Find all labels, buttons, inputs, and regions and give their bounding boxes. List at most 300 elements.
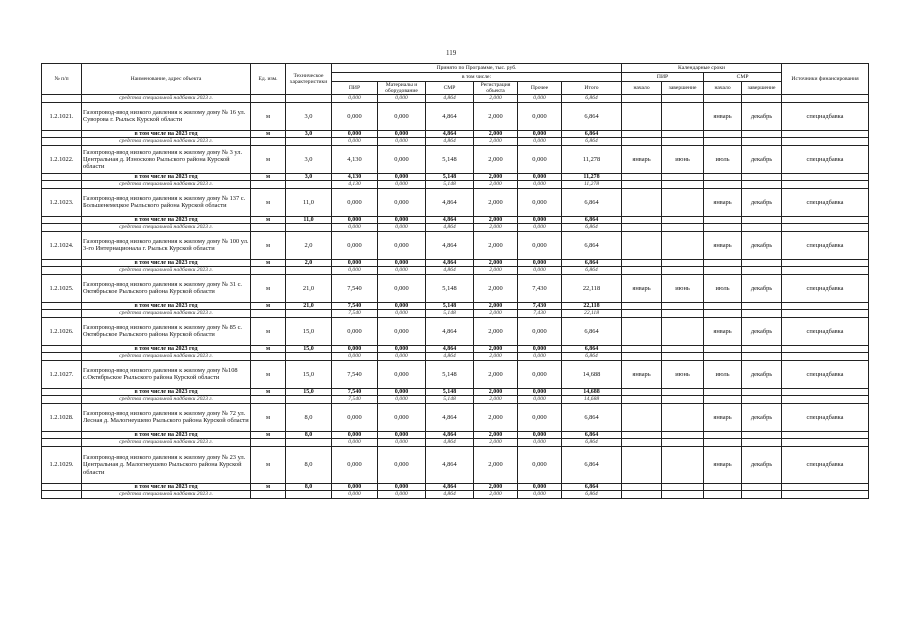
cell-pir: 7,540 [332, 396, 378, 404]
cell-smr: 4,864 [426, 231, 474, 259]
cell-other: 0,000 [518, 388, 562, 396]
cell-special-label: средства специальной надбавки 2023 г. [82, 267, 251, 275]
cell-smr: 4,864 [426, 345, 474, 353]
table-row-special [42, 353, 869, 361]
cell-smr: 4,864 [426, 353, 474, 361]
cell-empty [742, 216, 782, 224]
cell-smr: 5,148 [426, 396, 474, 404]
cell-number [42, 439, 82, 447]
cell-other: 0,000 [518, 181, 562, 189]
cell-other: 0,000 [518, 353, 562, 361]
cell-smr-end: декабрь [742, 102, 782, 130]
cell-pir-end: июнь [662, 360, 704, 388]
table-row-main [42, 102, 869, 130]
cell-object-name: Газопровод-ввод низкого давления к жилому дому № 23 ул. Центральная д. Малогнеушево Рыльского района Курской области [82, 446, 251, 483]
cell-number: 1.2.1024. [42, 231, 82, 259]
cell-special-label: средства специальной надбавки 2023 г. [82, 181, 251, 189]
header-pir: ПИР [332, 82, 378, 95]
cell-empty [742, 302, 782, 310]
cell-empty [782, 310, 869, 318]
cell-number: 1.2.1023. [42, 188, 82, 216]
cell-smr-end: декабрь [742, 446, 782, 483]
cell-pir: 7,540 [332, 274, 378, 302]
cell-smr: 4,864 [426, 138, 474, 146]
cell-mat: 0,000 [378, 483, 426, 491]
cell-empty [622, 181, 662, 189]
cell-empty [662, 130, 704, 138]
cell-tech [286, 138, 332, 146]
cell-empty [742, 396, 782, 404]
table-row-special [42, 224, 869, 232]
cell-empty [662, 353, 704, 361]
cell-reg: 2,000 [474, 259, 518, 267]
cell-unit [251, 95, 286, 103]
cell-empty [662, 310, 704, 318]
cell-source: спецнадбавка [782, 360, 869, 388]
cell-unit [251, 491, 286, 499]
cell-reg: 2,000 [474, 491, 518, 499]
cell-smr-start: январь [704, 231, 742, 259]
cell-total: 14,688 [562, 396, 622, 404]
cell-empty [782, 138, 869, 146]
cell-mat: 0,000 [378, 224, 426, 232]
cell-smr: 4,864 [426, 224, 474, 232]
cell-smr: 4,864 [426, 259, 474, 267]
table-row-special [42, 138, 869, 146]
cell-smr-start: июль [704, 145, 742, 173]
cell-empty [622, 483, 662, 491]
cell-other: 0,000 [518, 130, 562, 138]
cell-smr: 5,148 [426, 145, 474, 173]
cell-mat: 0,000 [378, 310, 426, 318]
cell-mat: 0,000 [378, 403, 426, 431]
cell-empty [782, 345, 869, 353]
cell-empty [782, 491, 869, 499]
cell-empty [662, 216, 704, 224]
cell-total-label: в том числе на 2023 год [82, 388, 251, 396]
cell-empty [704, 483, 742, 491]
cell-mat: 0,000 [378, 95, 426, 103]
cell-empty [622, 267, 662, 275]
table-row-total [42, 259, 869, 267]
cell-pir-end [662, 403, 704, 431]
cell-reg: 2,000 [474, 403, 518, 431]
cell-total: 6,864 [562, 267, 622, 275]
cell-empty [704, 345, 742, 353]
cell-reg: 2,000 [474, 345, 518, 353]
cell-empty [662, 95, 704, 103]
cell-empty [662, 302, 704, 310]
cell-empty [704, 302, 742, 310]
cell-pir: 4,130 [332, 181, 378, 189]
cell-unit: м [251, 259, 286, 267]
cell-reg: 2,000 [474, 302, 518, 310]
cell-pir: 0,000 [332, 138, 378, 146]
cell-object-name: Газопровод-ввод низкого давления к жилому дому №108 с.Октябрьское Рыльского района Курской области [82, 360, 251, 388]
cell-special-label: средства специальной надбавки 2023 г. [82, 310, 251, 318]
cell-empty [742, 267, 782, 275]
cell-unit: м [251, 302, 286, 310]
cell-pir: 0,000 [332, 188, 378, 216]
cell-empty [622, 224, 662, 232]
cell-pir: 4,130 [332, 145, 378, 173]
cell-number [42, 130, 82, 138]
cell-tech [286, 181, 332, 189]
cell-smr-end: декабрь [742, 231, 782, 259]
cell-smr: 5,148 [426, 302, 474, 310]
cell-empty [662, 259, 704, 267]
table-row-special [42, 95, 869, 103]
cell-mat: 0,000 [378, 188, 426, 216]
cell-number [42, 396, 82, 404]
cell-tech [286, 95, 332, 103]
header-smr: СМР [426, 82, 474, 95]
cell-pir-end [662, 317, 704, 345]
cell-other: 0,000 [518, 102, 562, 130]
cell-reg: 2,000 [474, 310, 518, 318]
header-col-tech: Техническое характеристики [286, 64, 332, 95]
cell-empty [704, 267, 742, 275]
cell-source: спецнадбавка [782, 188, 869, 216]
cell-unit: м [251, 130, 286, 138]
cell-empty [742, 345, 782, 353]
table-row-main [42, 231, 869, 259]
cell-mat: 0,000 [378, 259, 426, 267]
table-row-total [42, 130, 869, 138]
cell-reg: 2,000 [474, 353, 518, 361]
cell-empty [622, 95, 662, 103]
cell-smr: 4,864 [426, 317, 474, 345]
cell-empty [742, 224, 782, 232]
cell-mat: 0,000 [378, 138, 426, 146]
cell-total: 6,864 [562, 439, 622, 447]
cell-mat: 0,000 [378, 102, 426, 130]
cell-reg: 2,000 [474, 102, 518, 130]
cell-reg: 2,000 [474, 267, 518, 275]
cell-total: 6,864 [562, 231, 622, 259]
header-other: Прочее [518, 82, 562, 95]
cell-pir: 0,000 [332, 483, 378, 491]
cell-other: 0,000 [518, 483, 562, 491]
cell-number: 1.2.1022. [42, 145, 82, 173]
cell-pir-start [622, 102, 662, 130]
cell-other: 0,000 [518, 259, 562, 267]
cell-empty [782, 439, 869, 447]
cell-reg: 2,000 [474, 95, 518, 103]
cell-empty [782, 353, 869, 361]
cell-empty [742, 138, 782, 146]
cell-total: 6,864 [562, 431, 622, 439]
cell-empty [782, 483, 869, 491]
cell-mat: 0,000 [378, 439, 426, 447]
cell-reg: 2,000 [474, 188, 518, 216]
cell-unit: м [251, 317, 286, 345]
cell-empty [782, 173, 869, 181]
cell-other: 0,000 [518, 360, 562, 388]
cell-pir-end [662, 231, 704, 259]
cell-tech: 15,0 [286, 317, 332, 345]
header-in-total: в том числе: [332, 73, 622, 82]
cell-empty [742, 439, 782, 447]
cell-empty [662, 388, 704, 396]
cell-tech: 15,0 [286, 388, 332, 396]
cell-smr: 4,864 [426, 431, 474, 439]
cell-empty [662, 224, 704, 232]
cell-unit: м [251, 388, 286, 396]
cell-total: 6,864 [562, 403, 622, 431]
cell-tech [286, 396, 332, 404]
cell-pir: 0,000 [332, 491, 378, 499]
table-row-main [42, 317, 869, 345]
cell-reg: 2,000 [474, 138, 518, 146]
table-row-special [42, 491, 869, 499]
cell-total: 6,864 [562, 483, 622, 491]
cell-smr-end: декабрь [742, 317, 782, 345]
header-smr-start: начало [704, 82, 742, 95]
cell-empty [782, 388, 869, 396]
cell-source: спецнадбавка [782, 102, 869, 130]
cell-tech [286, 224, 332, 232]
cell-number: 1.2.1028. [42, 403, 82, 431]
table-row-total [42, 483, 869, 491]
cell-pir-end: июнь [662, 274, 704, 302]
cell-number [42, 173, 82, 181]
cell-pir: 0,000 [332, 353, 378, 361]
cell-reg: 2,000 [474, 396, 518, 404]
cell-smr-start: июль [704, 274, 742, 302]
cell-unit: м [251, 102, 286, 130]
cell-tech: 8,0 [286, 446, 332, 483]
cell-empty [782, 224, 869, 232]
cell-unit [251, 267, 286, 275]
cell-pir: 7,540 [332, 360, 378, 388]
cell-number [42, 302, 82, 310]
cell-empty [662, 439, 704, 447]
cell-unit [251, 138, 286, 146]
cell-empty [704, 491, 742, 499]
cell-empty [704, 181, 742, 189]
cell-empty [704, 224, 742, 232]
page-number: 119 [446, 49, 457, 57]
cell-empty [782, 259, 869, 267]
cell-empty [782, 130, 869, 138]
cell-mat: 0,000 [378, 345, 426, 353]
cell-source: спецнадбавка [782, 317, 869, 345]
cell-total: 6,864 [562, 446, 622, 483]
cell-empty [622, 302, 662, 310]
cell-mat: 0,000 [378, 353, 426, 361]
header-smr-end: завершение [742, 82, 782, 95]
cell-reg: 2,000 [474, 181, 518, 189]
cell-total: 22,118 [562, 274, 622, 302]
cell-empty [704, 130, 742, 138]
cell-empty [622, 216, 662, 224]
cell-smr: 4,864 [426, 188, 474, 216]
cell-special-label: средства специальной надбавки 2023 г. [82, 396, 251, 404]
cell-empty [622, 345, 662, 353]
cell-other: 0,000 [518, 231, 562, 259]
cell-empty [742, 173, 782, 181]
table-row-main [42, 274, 869, 302]
cell-total: 6,864 [562, 130, 622, 138]
cell-empty [782, 396, 869, 404]
cell-empty [782, 95, 869, 103]
cell-source: спецнадбавка [782, 231, 869, 259]
cell-pir-start [622, 188, 662, 216]
cell-pir: 0,000 [332, 267, 378, 275]
cell-total: 22,118 [562, 302, 622, 310]
cell-other: 0,000 [518, 439, 562, 447]
cell-reg: 2,000 [474, 216, 518, 224]
cell-total-label: в том числе на 2023 год [82, 483, 251, 491]
cell-smr-end: декабрь [742, 274, 782, 302]
cell-tech: 8,0 [286, 431, 332, 439]
cell-mat: 0,000 [378, 431, 426, 439]
cell-tech [286, 310, 332, 318]
table-row-main [42, 145, 869, 173]
cell-mat: 0,000 [378, 396, 426, 404]
cell-smr: 4,864 [426, 446, 474, 483]
cell-special-label: средства специальной надбавки 2023 г. [82, 439, 251, 447]
cell-tech: 3,0 [286, 130, 332, 138]
cell-number: 1.2.1026. [42, 317, 82, 345]
cell-pir: 0,000 [332, 439, 378, 447]
cell-reg: 2,000 [474, 483, 518, 491]
cell-tech: 2,0 [286, 259, 332, 267]
cell-other: 0,000 [518, 173, 562, 181]
cell-smr-start: январь [704, 188, 742, 216]
cell-empty [704, 431, 742, 439]
cell-total: 6,864 [562, 259, 622, 267]
table-row-special [42, 396, 869, 404]
cell-reg: 2,000 [474, 274, 518, 302]
cell-object-name: Газопровод-ввод низкого давления к жилому дому № 16 ул. Суворова г. Рыльск Курской области [82, 102, 251, 130]
cell-special-label: средства специальной надбавки 2023 г. [82, 353, 251, 361]
cell-total-label: в том числе на 2023 год [82, 216, 251, 224]
cell-pir-end [662, 446, 704, 483]
cell-number: 1.2.1027. [42, 360, 82, 388]
cell-pir: 0,000 [332, 130, 378, 138]
header-col-name: Наименование, адрес объекта [82, 64, 251, 95]
cell-other: 0,000 [518, 267, 562, 275]
cell-pir: 0,000 [332, 95, 378, 103]
cell-empty [704, 396, 742, 404]
cell-tech: 11,0 [286, 188, 332, 216]
header-registration: Регистрация объекта [474, 82, 518, 95]
cell-empty [622, 138, 662, 146]
cell-total: 11,278 [562, 181, 622, 189]
cell-source: спецнадбавка [782, 145, 869, 173]
cell-unit: м [251, 483, 286, 491]
cell-pir-end: июнь [662, 145, 704, 173]
cell-other: 7,430 [518, 302, 562, 310]
cell-empty [662, 173, 704, 181]
cell-smr: 4,864 [426, 483, 474, 491]
cell-number [42, 267, 82, 275]
program-table [41, 63, 869, 499]
cell-total: 6,864 [562, 138, 622, 146]
cell-total: 6,864 [562, 317, 622, 345]
table-row-special [42, 439, 869, 447]
cell-pir: 7,540 [332, 310, 378, 318]
header-accepted: Принято по Программе, тыс. руб. [332, 64, 622, 73]
cell-other: 0,000 [518, 345, 562, 353]
cell-object-name: Газопровод-ввод низкого давления к жилому дому № 100 ул. 3-го Интернационала г. Рыльск Курской области [82, 231, 251, 259]
cell-pir-start [622, 446, 662, 483]
cell-unit [251, 396, 286, 404]
cell-total: 6,864 [562, 188, 622, 216]
cell-empty [742, 259, 782, 267]
header-col-unit: Ед. изм. [251, 64, 286, 95]
cell-empty [622, 388, 662, 396]
header-sources: Источники финансирования [782, 64, 869, 95]
cell-mat: 0,000 [378, 145, 426, 173]
cell-unit: м [251, 173, 286, 181]
cell-number: 1.2.1025. [42, 274, 82, 302]
cell-number [42, 224, 82, 232]
cell-pir: 0,000 [332, 317, 378, 345]
cell-unit: м [251, 231, 286, 259]
cell-tech [286, 267, 332, 275]
cell-smr: 4,864 [426, 491, 474, 499]
cell-tech: 3,0 [286, 145, 332, 173]
cell-empty [742, 95, 782, 103]
cell-smr-end: декабрь [742, 403, 782, 431]
cell-empty [782, 431, 869, 439]
cell-source: спецнадбавка [782, 274, 869, 302]
cell-empty [662, 267, 704, 275]
cell-unit: м [251, 431, 286, 439]
cell-smr: 4,864 [426, 102, 474, 130]
cell-tech: 8,0 [286, 403, 332, 431]
cell-empty [622, 173, 662, 181]
cell-number: 1.2.1029. [42, 446, 82, 483]
cell-empty [704, 388, 742, 396]
cell-other: 0,000 [518, 491, 562, 499]
header-cal-pir: ПИР [622, 73, 704, 82]
cell-reg: 2,000 [474, 317, 518, 345]
cell-number [42, 259, 82, 267]
cell-empty [622, 431, 662, 439]
table-row-main [42, 360, 869, 388]
cell-smr: 5,148 [426, 173, 474, 181]
cell-empty [662, 396, 704, 404]
cell-number [42, 181, 82, 189]
cell-other: 0,000 [518, 188, 562, 216]
cell-object-name: Газопровод-ввод низкого давления к жилому дому № 72 ул. Лесная д. Малогнеушево Рыльского района Курской области [82, 403, 251, 431]
cell-pir: 0,000 [332, 345, 378, 353]
cell-pir: 7,540 [332, 388, 378, 396]
cell-other: 0,000 [518, 431, 562, 439]
cell-mat: 0,000 [378, 130, 426, 138]
table-row-total [42, 388, 869, 396]
cell-mat: 0,000 [378, 181, 426, 189]
table-row-special [42, 310, 869, 318]
cell-number [42, 95, 82, 103]
cell-smr: 5,148 [426, 274, 474, 302]
cell-smr-start: июль [704, 360, 742, 388]
cell-mat: 0,000 [378, 274, 426, 302]
cell-reg: 2,000 [474, 173, 518, 181]
cell-empty [622, 310, 662, 318]
cell-smr-start: январь [704, 102, 742, 130]
cell-number [42, 483, 82, 491]
cell-total: 6,864 [562, 216, 622, 224]
cell-pir: 7,540 [332, 302, 378, 310]
table-row-total [42, 216, 869, 224]
cell-number: 1.2.1021. [42, 102, 82, 130]
cell-empty [782, 302, 869, 310]
